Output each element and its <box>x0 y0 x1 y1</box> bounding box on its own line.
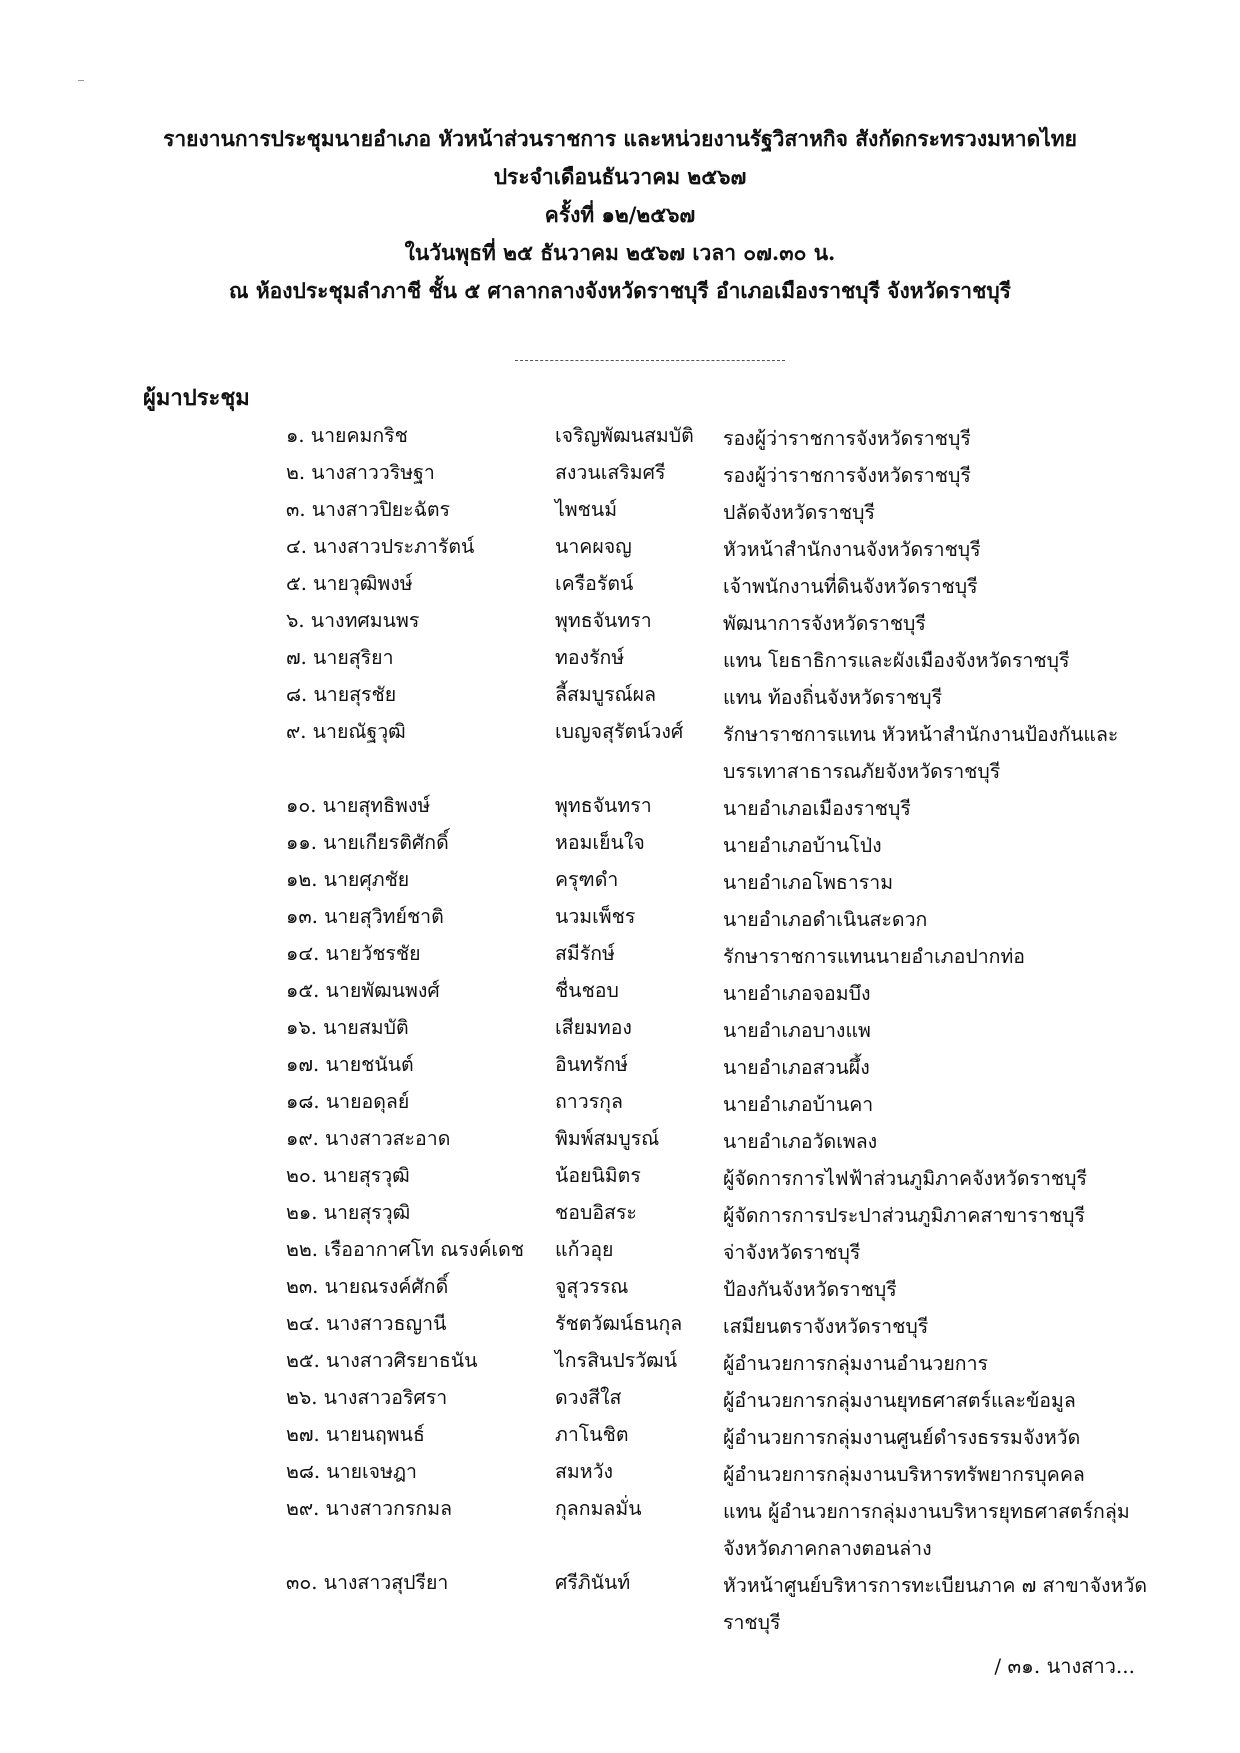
attendee-surname: ไพชนม์ <box>555 498 618 521</box>
attendee-surname: จูสุวรรณ <box>555 1275 629 1298</box>
attendee-position: นายอำเภอโพธาราม <box>723 871 894 894</box>
attendee-position: นายอำเภอวัดเพลง <box>723 1130 878 1153</box>
attendee-row <box>0 642 1240 679</box>
attendee-position: ผู้จัดการการประปาส่วนภูมิภาคสาขาราชบุรี <box>723 1204 1086 1227</box>
attendee-name: ๘. นายสุรชัย <box>286 683 397 706</box>
attendee-position: เสมียนตราจังหวัดราชบุรี <box>723 1315 929 1338</box>
attendee-surname: พุทธจันทรา <box>555 609 652 632</box>
attendee-position: นายอำเภอสวนผึ้ง <box>723 1056 870 1079</box>
attendee-surname: ศรีภินันท์ <box>555 1571 631 1594</box>
report-month: ประจำเดือนธันวาคม ๒๕๖๗ <box>493 164 747 189</box>
attendee-position: นายอำเภอเมืองราชบุรี <box>723 797 911 820</box>
attendee-name: ๗. นายสุริยา <box>286 646 394 669</box>
attendee-position: นายอำเภอบ้านโป่ง <box>723 834 882 857</box>
attendee-surname: แก้วอุย <box>555 1238 614 1261</box>
scan-mark <box>78 80 84 81</box>
attendee-surname: เสียมทอง <box>555 1016 632 1039</box>
attendee-name: ๒๒. เรืออากาศโท ณรงค์เดช <box>286 1238 524 1261</box>
attendee-row <box>0 531 1240 568</box>
attendee-surname: ภาโนชิต <box>555 1423 629 1446</box>
attendee-name: ๑๔. นายวัชรชัย <box>286 942 421 965</box>
attendee-position: นายอำเภอบางแพ <box>723 1019 871 1042</box>
attendee-name: ๓. นางสาวปิยะฉัตร <box>286 498 451 521</box>
attendee-row <box>0 494 1240 531</box>
attendee-row <box>0 1493 1240 1567</box>
attendee-row <box>0 1308 1240 1345</box>
report-header <box>0 120 1240 310</box>
attendee-row <box>0 1456 1240 1493</box>
attendee-name: ๑. นายคมกริช <box>286 424 408 447</box>
attendee-surname: อินทรักษ์ <box>555 1053 629 1076</box>
attendee-position: พัฒนาการจังหวัดราชบุรี <box>723 612 926 635</box>
attendee-name: ๑๒. นายศุภชัย <box>286 868 410 891</box>
attendee-name: ๑๑. นายเกียรติศักดิ์ <box>286 831 449 854</box>
attendee-surname: ทองรักษ์ <box>555 646 625 669</box>
attendee-name: ๓๐. นางสาวสุปรียา <box>286 1571 449 1594</box>
attendee-row <box>0 568 1240 605</box>
attendee-row <box>0 901 1240 938</box>
attendee-surname: หอมเย็นใจ <box>555 831 645 854</box>
attendee-surname: กุลกมลมั่น <box>555 1497 642 1520</box>
attendee-surname: ครุฑดำ <box>555 868 619 891</box>
attendee-row <box>0 864 1240 901</box>
attendee-row <box>0 679 1240 716</box>
attendee-name: ๔. นางสาวประภารัตน์ <box>286 535 475 558</box>
attendee-row <box>0 790 1240 827</box>
attendees-heading: ผู้มาประชุม <box>143 385 250 411</box>
attendee-position: ปลัดจังหวัดราชบุรี <box>723 501 875 524</box>
header-divider <box>515 360 785 361</box>
attendee-surname: สมหวัง <box>555 1460 614 1483</box>
report-venue: ณ ห้องประชุมลำภาชี ชั้น ๕ ศาลากลางจังหวัดราชบุรี อำเภอเมืองราชบุรี จังหวัดราชบุรี <box>229 278 1011 303</box>
attendee-name: ๖. นางทศมนพร <box>286 609 420 632</box>
attendee-list <box>0 420 1240 1641</box>
attendee-name: ๑๓. นายสุวิทย์ชาติ <box>286 905 444 928</box>
attendee-row <box>0 827 1240 864</box>
attendee-position: ผู้อำนวยการกลุ่มงานอำนวยการ <box>723 1352 989 1375</box>
attendee-row <box>0 1012 1240 1049</box>
attendee-name: ๒๕. นางสาวศิรยาธนัน <box>286 1349 478 1372</box>
attendee-name: ๑๖. นายสมบัติ <box>286 1016 409 1039</box>
attendee-surname: สมีรักษ์ <box>555 942 615 965</box>
attendee-position: นายอำเภอดำเนินสะดวก <box>723 908 928 931</box>
attendee-row <box>0 1419 1240 1456</box>
attendee-row <box>0 605 1240 642</box>
attendee-row <box>0 1382 1240 1419</box>
attendee-surname: นาคผจญ <box>555 535 632 558</box>
attendee-name: ๑๙. นางสาวสะอาด <box>286 1127 451 1150</box>
attendee-surname: ถาวรกุล <box>555 1090 623 1113</box>
attendee-name: ๒. นางสาววริษฐา <box>286 461 435 484</box>
attendee-position: หัวหน้าสำนักงานจังหวัดราชบุรี <box>723 538 981 561</box>
attendee-name: ๒๘. นายเจษฎา <box>286 1460 417 1483</box>
attendee-name: ๕. นายวุฒิพงษ์ <box>286 572 413 595</box>
report-date: ในวันพุธที่ ๒๕ ธันวาคม ๒๕๖๗ เวลา ๐๗.๓๐ น. <box>404 240 836 265</box>
attendee-position: แทน ผู้อำนวยการกลุ่มงานบริหารยุทธศาสตร์กลุ่มจังหวัดภาคกลางตอนล่าง <box>723 1500 1130 1560</box>
attendee-surname: พุทธจันทรา <box>555 794 652 817</box>
continuation-note: / ๓๑. นางสาว... <box>994 1654 1135 1678</box>
attendee-surname: เครือรัตน์ <box>555 572 634 595</box>
attendee-row <box>0 1123 1240 1160</box>
attendee-row <box>0 975 1240 1012</box>
attendee-position: รักษาราชการแทน หัวหน้าสำนักงานป้องกันและบรรเทาสาธารณภัยจังหวัดราชบุรี <box>723 723 1119 783</box>
attendee-name: ๒๔. นางสาวธญานี <box>286 1312 447 1335</box>
attendee-position: ผู้อำนวยการกลุ่มงานบริหารทรัพยากรบุคคล <box>723 1463 1085 1486</box>
attendee-surname: เจริญพัฒนสมบัติ <box>555 424 694 447</box>
attendee-row <box>0 1197 1240 1234</box>
attendee-row <box>0 716 1240 790</box>
attendee-row <box>0 1567 1240 1641</box>
attendee-position: จ่าจังหวัดราชบุรี <box>723 1241 861 1264</box>
attendee-name: ๒๗. นายนฤพนธ์ <box>286 1423 425 1446</box>
attendee-position: เจ้าพนักงานที่ดินจังหวัดราชบุรี <box>723 575 978 598</box>
attendee-surname: ลี้สมบูรณ์ผล <box>555 683 657 706</box>
attendee-surname: ดวงสีใส <box>555 1386 622 1409</box>
attendee-surname: น้อยนิมิตร <box>555 1164 641 1187</box>
attendee-name: ๒๙. นางสาวกรกมล <box>286 1497 453 1520</box>
attendee-name: ๒๓. นายณรงค์ศักดิ์ <box>286 1275 449 1298</box>
attendee-name: ๑๗. นายชนันต์ <box>286 1053 414 1076</box>
attendee-row <box>0 1271 1240 1308</box>
attendee-surname: ชอบอิสระ <box>555 1201 637 1224</box>
attendee-surname: นวมเพ็ชร <box>555 905 636 928</box>
attendee-name: ๒๑. นายสุรวุฒิ <box>286 1201 411 1224</box>
attendee-name: ๑๐. นายสุทธิพงษ์ <box>286 794 431 817</box>
attendee-name: ๑๕. นายพัฒนพงศ์ <box>286 979 440 1002</box>
attendee-surname: พิมพ์สมบูรณ์ <box>555 1127 660 1150</box>
attendee-name: ๒๖. นางสาวอริศรา <box>286 1386 448 1409</box>
attendee-row <box>0 1086 1240 1123</box>
attendee-position: รองผู้ว่าราชการจังหวัดราชบุรี <box>723 427 971 450</box>
attendee-surname: เบญจสุรัตน์วงศ์ <box>555 720 684 743</box>
attendee-surname: รัชตวัฒน์ธนกุล <box>555 1312 683 1335</box>
attendee-row <box>0 1160 1240 1197</box>
attendee-position: ผู้จัดการการไฟฟ้าส่วนภูมิภาคจังหวัดราชบุรี <box>723 1167 1088 1190</box>
attendee-surname: สงวนเสริมศรี <box>555 461 666 484</box>
attendee-name: ๙. นายณัฐวุฒิ <box>286 720 406 743</box>
attendee-name: ๒๐. นายสุรวุฒิ <box>286 1164 410 1187</box>
attendee-position: ผู้อำนวยการกลุ่มงานยุทธศาสตร์และข้อมูล <box>723 1389 1076 1412</box>
attendee-row <box>0 1049 1240 1086</box>
attendee-position: นายอำเภอจอมบึง <box>723 982 871 1005</box>
attendee-position: รองผู้ว่าราชการจังหวัดราชบุรี <box>723 464 971 487</box>
attendee-row <box>0 938 1240 975</box>
attendee-name: ๑๘. นายอดุลย์ <box>286 1090 410 1113</box>
attendee-position: แทน ท้องถิ่นจังหวัดราชบุรี <box>723 686 943 709</box>
attendee-surname: ไกรสินปรวัฒน์ <box>555 1349 678 1372</box>
attendee-position: นายอำเภอบ้านคา <box>723 1093 874 1116</box>
report-title: รายงานการประชุมนายอำเภอ หัวหน้าส่วนราชการ และหน่วยงานรัฐวิสาหกิจ สังกัดกระทรวงมหาดไทย <box>163 126 1077 151</box>
attendee-row <box>0 457 1240 494</box>
attendee-position: แทน โยธาธิการและผังเมืองจังหวัดราชบุรี <box>723 649 1070 672</box>
attendee-row <box>0 420 1240 457</box>
report-session: ครั้งที่ ๑๒/๒๕๖๗ <box>544 202 696 227</box>
attendee-position: ผู้อำนวยการกลุ่มงานศูนย์ดำรงธรรมจังหวัด <box>723 1426 1081 1449</box>
attendee-position: ป้องกันจังหวัดราชบุรี <box>723 1278 897 1301</box>
attendee-position: หัวหน้าศูนย์บริหารการทะเบียนภาค ๗ สาขาจังหวัดราชบุรี <box>723 1574 1148 1634</box>
attendee-surname: ชื่นชอบ <box>555 979 619 1002</box>
attendee-row <box>0 1234 1240 1271</box>
attendee-position: รักษาราชการแทนนายอำเภอปากท่อ <box>723 945 1026 968</box>
attendee-row <box>0 1345 1240 1382</box>
